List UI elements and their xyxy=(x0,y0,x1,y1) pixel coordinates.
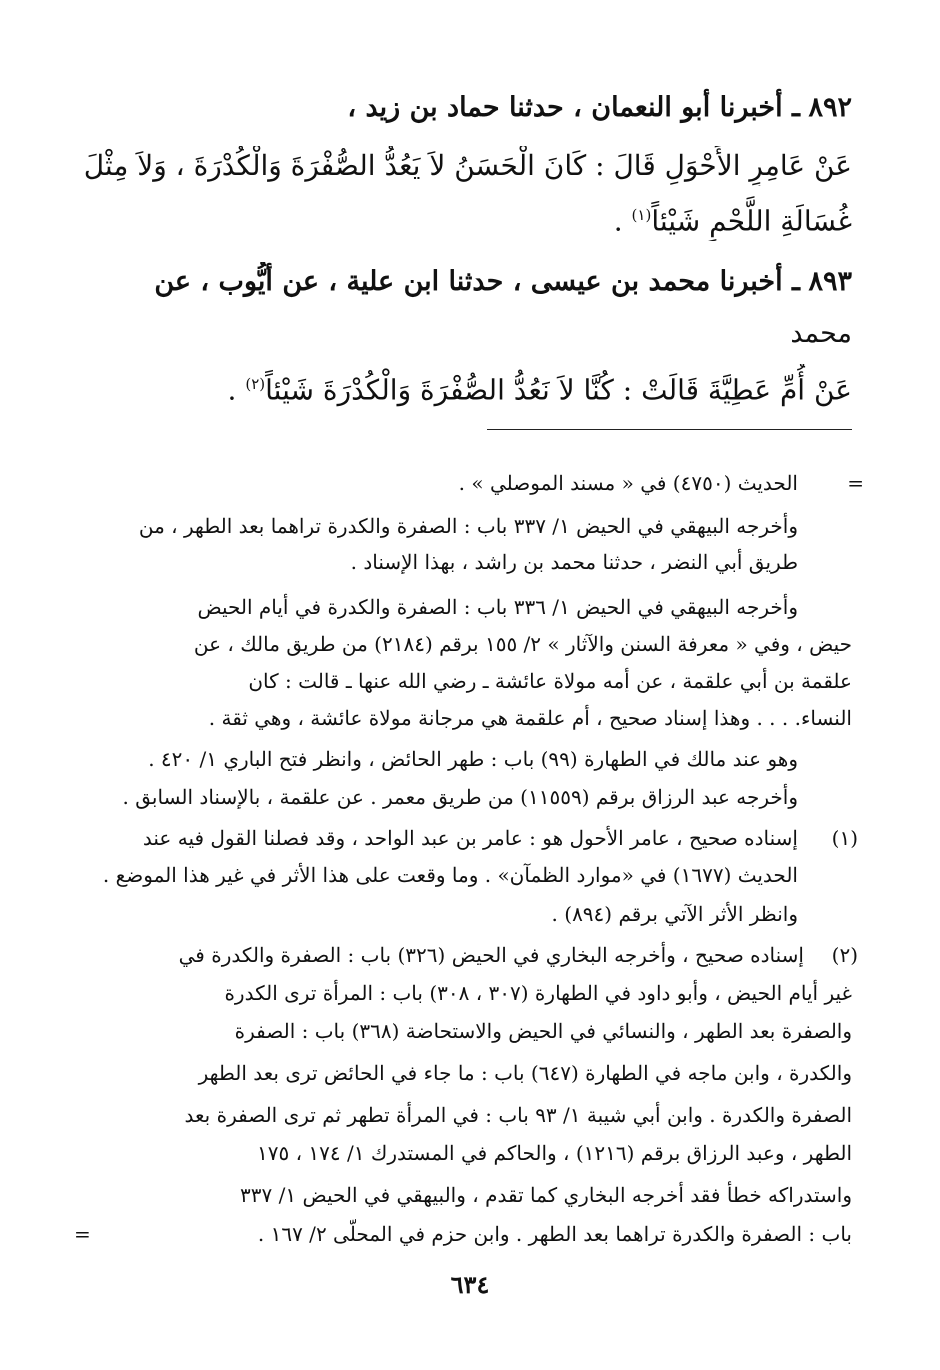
hadith-893-chain-text: ـ أخبرنا محمد بن عيسى ، حدثنا ابن علية ، عن أيُّوب ، عن xyxy=(154,266,800,297)
hadith-893-text-body: عَنْ أُمِّ عَطِيَّةَ قَالَتْ : كُنَّا لاَ نَعُدُّ الصُّفْرَةَ وَالْكُدْرَةَ شَيْئاً xyxy=(265,373,852,407)
footnote-ref-1: (١) xyxy=(631,206,652,224)
hadith-892-chain xyxy=(80,88,852,128)
footnote-2-line: الصفرة والكدرة . وابن أبي شيبة ١/ ٩٣ باب : في المرأة تطهر ثم ترى الصفرة بعد xyxy=(184,1103,852,1127)
footnote-continued-line: وأخرجه عبد الرزاق برقم (١١٥٥٩) من طريق معمر . عن علقمة ، بالإسناد السابق . xyxy=(122,785,798,809)
footnote-continued-line: وهو عند مالك في الطهارة (٩٩) باب : طهر الحائض ، وانظر فتح الباري ١/ ٤٢٠ . xyxy=(148,747,798,771)
footnote-2-line: والكدرة ، وابن ماجه في الطهارة (٦٤٧) باب : ما جاء في الحائض ترى بعد الطهر xyxy=(198,1061,852,1085)
footnote-continued-line: الحديث (٤٧٥٠) في « مسند الموصلي » . xyxy=(458,471,798,495)
hadith-893-text-line-1 xyxy=(80,364,852,410)
continuation-mark-top: = xyxy=(847,471,864,495)
footnote-separator xyxy=(487,429,852,430)
footnote-2-line: الطهر ، وعبد الرزاق برقم (١٢١٦) ، والحاكم في المستدرك ١/ ١٧٤ ، ١٧٥ xyxy=(257,1141,852,1165)
hadith-892-text-line-2-body: غُسَالَةِ اللَّحْمِ شَيْئاً xyxy=(651,204,852,238)
footnote-continued-line: وأخرجه البيهقي في الحيض ١/ ٣٣٦ باب : الصفرة والكدرة في أيام الحيض xyxy=(197,595,798,619)
hadith-893-chain xyxy=(72,262,852,302)
hadith-892-text-line-1: عَنْ عَامِرٍ الأَحْوَلِ قَالَ : كَانَ الْحَسَنُ لاَ يَعُدُّ الصُّفْرَةَ وَالْكُدْرَةَ ، وَلاَ مِثْلَ xyxy=(83,149,852,182)
footnote-2-line: غير أيام الحيض ، وأبو داود في الطهارة (٣٠٧ ، ٣٠٨) باب : المرأة ترى الكدرة xyxy=(224,981,852,1005)
footnote-continued-line: حيض ، وفي « معرفة السنن والآثار » ٢/ ١٥٥ برقم (٢١٨٤) من طريق مالك ، عن xyxy=(193,632,852,656)
footnote-continued-line: علقمة بن أبي علقمة ، عن أمه مولاة عائشة ـ رضي الله عنها ـ قالت : كان xyxy=(248,669,852,693)
footnote-continued-line: النساء. . . . وهذا إسناد صحيح ، أم علقمة هي مرجانة مولاة عائشة ، وهي ثقة . xyxy=(208,706,852,730)
page-number: ٦٣٤ xyxy=(450,1270,490,1299)
hadith-893-chain-line-2: محمد xyxy=(790,318,852,349)
footnote-1-line: إسناده صحيح ، عامر الأحول هو : عامر بن عبد الواحد ، وقد فصلنا القول فيه عند xyxy=(142,826,798,850)
footnote-continued-line: طريق أبي النضر ، حدثنا محمد بن راشد ، بهذا الإسناد . xyxy=(350,550,798,574)
footnote-1-marker: (١) xyxy=(831,826,858,850)
hadith-892-chain-text: ـ أخبرنا أبو النعمان ، حدثنا حماد بن زيد ، xyxy=(347,92,800,123)
hadith-892-text-line-2 xyxy=(80,195,852,241)
footnote-1-line: وانظر الأثر الآتي برقم (٨٩٤) . xyxy=(551,902,798,926)
footnote-2-line: باب : الصفرة والكدرة تراهما بعد الطهر . وابن حزم في المحلّى ٢/ ١٦٧ . xyxy=(257,1222,852,1246)
footnote-1-line: الحديث (١٦٧٧) في «موارد الظمآن» . وما وقعت على هذا الأثر في غير هذا الموضع . xyxy=(102,863,798,887)
hadith-892-text-end: . xyxy=(613,204,632,238)
hadith-893-text-end: . xyxy=(227,373,246,407)
hadith-number: ٨٩٣ xyxy=(808,266,852,297)
footnote-ref-2: (٢) xyxy=(245,375,266,393)
footnote-2-line: والصفرة بعد الطهر ، والنسائي في الحيض والاستحاضة (٣٦٨) باب : الصفرة xyxy=(234,1019,852,1043)
hadith-number: ٨٩٢ xyxy=(808,92,852,123)
footnote-continued-line: وأخرجه البيهقي في الحيض ١/ ٣٣٧ باب : الصفرة والكدرة تراهما بعد الطهر ، من xyxy=(138,514,798,538)
footnote-2-marker: (٢) xyxy=(831,943,858,967)
footnote-2-line: إسناده صحيح ، وأخرجه البخاري في الحيض (٣٢٦) باب : الصفرة والكدرة في xyxy=(178,943,804,967)
footnote-2-line: واستدراكه خطأ فقد أخرجه البخاري كما تقدم ، والبيهقي في الحيض ١/ ٣٣٧ xyxy=(240,1183,852,1207)
continuation-mark-bottom: = xyxy=(74,1222,91,1246)
